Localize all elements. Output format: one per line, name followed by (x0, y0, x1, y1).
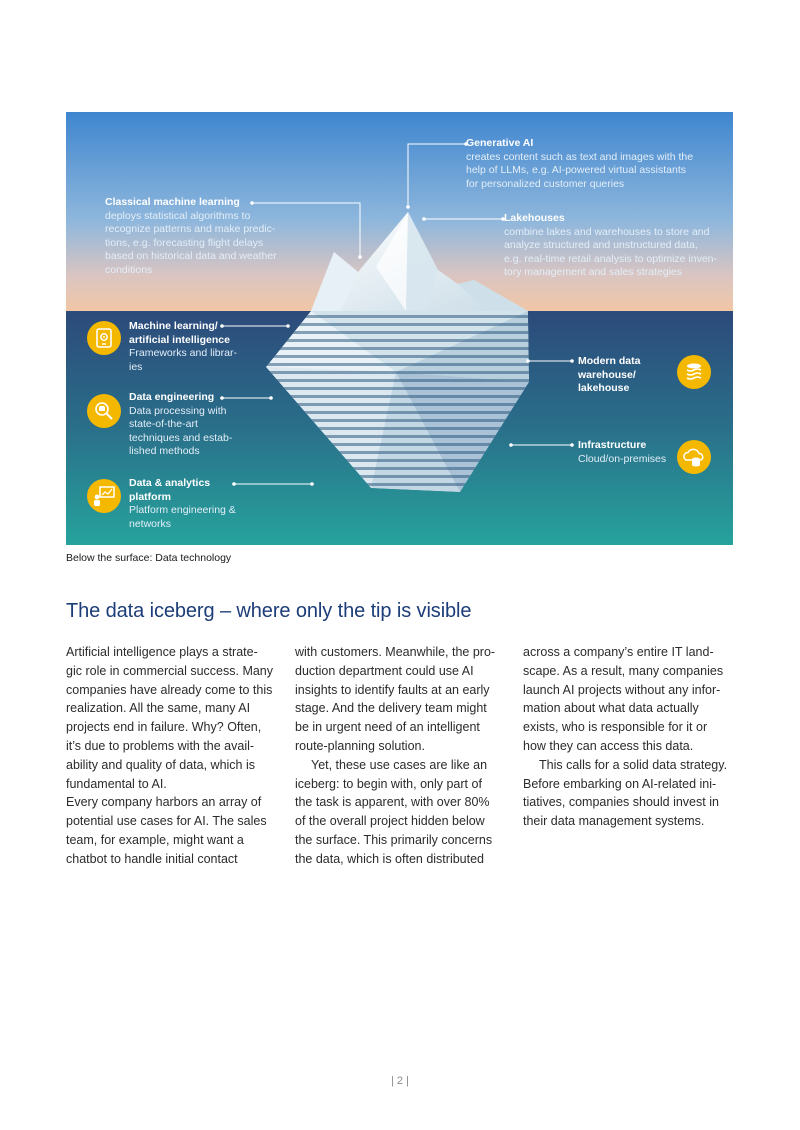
label-desc: ies (129, 360, 143, 373)
text-line: how they can access this data. (523, 738, 694, 753)
figure-caption: Below the surface: Data technology (66, 552, 232, 564)
text-line: Artificial intelligence plays a strate- (66, 645, 258, 659)
label-desc: conditions (105, 263, 153, 276)
label-ml-ai (129, 320, 237, 374)
text-line: the data, which is often distributed (295, 851, 485, 866)
text-line: gic role in commercial success. Many (66, 663, 274, 678)
text-line: chatbot to handle initial contact (66, 851, 238, 866)
text-line: it’s due to problems with the avail- (66, 738, 255, 753)
label-desc: recognize patterns and make predic- (105, 223, 276, 235)
text-line: Every company harbors an array of (66, 795, 262, 810)
label-desc: e.g. real-time retail analysis to optimize inven- (504, 252, 718, 265)
text-line: their data management systems. (523, 814, 705, 829)
label-desc: deploys statistical algorithms to (105, 209, 251, 222)
label-title: Modern data (578, 355, 641, 367)
label-title: Machine learning/ (129, 320, 218, 332)
label-title: platform (129, 490, 171, 503)
label-desc: state-of-the-art (129, 418, 198, 430)
label-lakehouses (504, 212, 717, 280)
label-classical-ml (105, 196, 277, 277)
text-line: exists, who is responsible for it or (523, 720, 708, 735)
iceberg-figure (66, 112, 733, 545)
label-desc: analyze structured and unstructured data, (504, 239, 698, 251)
text-line: team, for example, might want a (66, 832, 244, 847)
label-warehouse (578, 355, 640, 396)
label-desc: based on historical data and weather (105, 250, 277, 262)
label-desc: combine lakes and warehouses to store and (504, 225, 710, 238)
label-desc: networks (129, 517, 172, 530)
text-line: with customers. Meanwhile, the pro- (295, 645, 496, 659)
text-line: route-planning solution. (295, 738, 425, 753)
label-title: Generative AI (466, 137, 534, 149)
text-line: potential use cases for AI. The sales (66, 814, 267, 829)
text-line: This calls for a solid data strategy. (539, 757, 728, 772)
text-line: of the overall project hidden below (295, 814, 485, 829)
label-title: warehouse/ (578, 368, 636, 381)
label-desc: Frameworks and librar- (129, 347, 237, 359)
text-line: be in urgent need of an intelligent (295, 720, 480, 735)
text-line: the surface. This primarily concerns (295, 832, 493, 847)
text-line: across a company’s entire IT land- (523, 645, 714, 659)
label-desc: lished methods (129, 445, 200, 457)
text-line: realization. All the same, many AI (66, 701, 251, 716)
page-number: | 2 | (391, 1075, 409, 1087)
label-platform (129, 477, 236, 531)
database-waves-icon (677, 355, 711, 389)
label-title: artificial intelligence (129, 333, 230, 346)
label-title: Infrastructure (578, 439, 647, 451)
text-line: mation about what data actually (523, 701, 699, 716)
label-infrastructure (578, 439, 666, 466)
label-title: Lakehouses (504, 212, 565, 224)
label-generative-ai (466, 137, 693, 191)
label-title: Data engineering (129, 391, 215, 403)
magnifier-database-icon (87, 394, 121, 428)
label-desc: creates content such as text and images with the (466, 150, 694, 163)
presenter-chart-icon (87, 479, 121, 513)
text-column-3 (523, 643, 733, 831)
text-line: duction department could use AI (295, 663, 474, 678)
label-desc: techniques and estab- (129, 431, 233, 444)
text-line: insights to identify faults at an early (295, 682, 490, 697)
label-desc: Cloud/on-premises (578, 452, 667, 465)
text-line: tiatives, companies should invest in (523, 795, 719, 810)
label-desc: tory management and sales strategies (504, 266, 683, 278)
text-line: the task is apparent, with over 80% (295, 795, 490, 810)
text-line: Yet, these use cases are like an (311, 757, 488, 772)
text-line: scape. As a result, many companies (523, 663, 724, 678)
label-data-engineering (129, 391, 232, 459)
text-line: companies have already come to this (66, 682, 273, 697)
text-line: Before embarking on AI-related ini- (523, 776, 717, 791)
text-line: stage. And the delivery team might (295, 701, 487, 716)
text-line: projects end in failure. Why? Often, (66, 720, 262, 735)
label-desc: help of LLMs, e.g. AI-powered virtual assistants (466, 164, 687, 176)
text-line: ability and quality of data, which is (66, 757, 255, 772)
label-desc: Data processing with (129, 404, 227, 417)
text-line: iceberg: to begin with, only part of (295, 776, 482, 791)
text-column-1 (66, 643, 276, 869)
label-desc: for personalized customer queries (466, 177, 625, 190)
label-title: Data & analytics (129, 477, 211, 489)
text-line: fundamental to AI. (66, 776, 167, 791)
cloud-database-icon (677, 440, 711, 474)
label-desc: tions, e.g. forecasting flight delays (105, 236, 264, 249)
section-heading: The data iceberg – where only the tip is visible (66, 600, 472, 622)
label-title: Classical machine learning (105, 196, 240, 208)
label-desc: Platform engineering & (129, 504, 236, 516)
label-title: lakehouse (578, 382, 630, 394)
text-column-2 (295, 643, 505, 869)
tablet-gear-icon (87, 321, 121, 355)
text-line: launch AI projects without any infor- (523, 682, 721, 697)
